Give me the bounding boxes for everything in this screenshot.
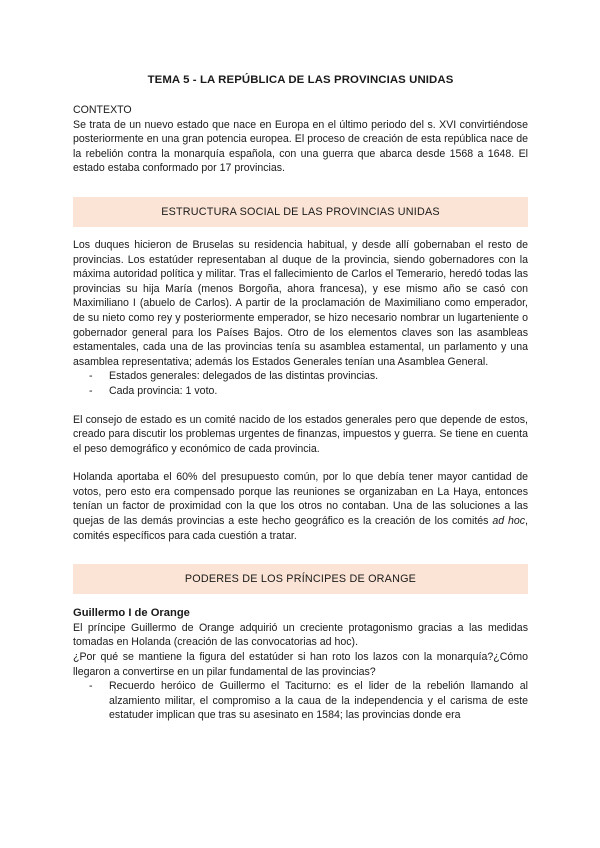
estructura-paragraph-1: Los duques hicieron de Bruselas su residencia habitual, y desde allí gobernaban el resto de provincias. Los estatúder representaban al duque de la provincia, siendo gobernadores con la máxima autoridad política y militar. Tras el fallecimiento de Carlos el Temerario, heredó todas las provincias su hija María (menos Borgoña, ahora francesa), y ese mismo año se casó con Maximiliano I (abuelo de Carlos). A partir de la proclamación de Maximiliano como emperador, de su nieto como rey y posteriormente emperador, se hizo necesario nombrar un lugarteniente o gobernador general para los Países Bajos. Otro de los elementos claves son las asambleas estamentales, cada una de las provincias tenía su asamblea estamental, un parlamento y una asamblea representativa; además los Estados Generales tenían una Asamblea General. xyxy=(73,238,528,368)
subheading-guillermo: Guillermo I de Orange xyxy=(73,607,190,620)
paragraph-text: , comités específicos para cada cuestión a tratar. xyxy=(73,515,528,542)
list-item-text: Estados generales: delegados de las distintas provincias. xyxy=(109,370,379,383)
context-paragraph: Se trata de un nuevo estado que nace en Europa en el último periodo del s. XVI convirtiéndose posteriormente en una gran potencia europea. El proceso de creación de esta república nace de la rebelión contra la monarquía española, con una guerra que abarca desde 1568 a 1648. El estado estaba conformado por 17 provincias. xyxy=(73,118,528,175)
estructura-paragraph-3 xyxy=(73,470,528,543)
section-heading-poderes: PODERES DE LOS PRÍNCIPES DE ORANGE xyxy=(73,564,528,594)
poderes-paragraph-1: El príncipe Guillermo de Orange adquirió un creciente protagonismo gracias a las medidas tomadas en Holanda (creación de las convocatorias ad hoc). xyxy=(73,621,528,649)
estructura-bullet-list xyxy=(73,369,528,398)
paragraph-text: Holanda aportaba el 60% del presupuesto común, por lo que debía tener mayor cantidad de votos, pero esto era compensado porque las reuniones se organizaban en La Haya, entonces tenían un factor de proximidad con la que los otros no contaban. Una de las soluciones a las quejas de las demás provincias a este hecho geográfico es la creación de los comités xyxy=(73,471,528,528)
context-section xyxy=(73,103,528,176)
estructura-section xyxy=(73,238,528,543)
poderes-section xyxy=(73,606,528,723)
dash-bullet: - xyxy=(89,370,93,383)
section-heading-estructura: ESTRUCTURA SOCIAL DE LAS PROVINCIAS UNIDAS xyxy=(73,197,528,227)
list-item xyxy=(89,369,528,384)
estructura-paragraph-2: El consejo de estado es un comité nacido de los estados generales pero que depende de estos, creado para discutir los problemas urgentes de finanzas, impuestos y guerra. Se tiene en cuenta el peso demográfico y económico de cada provincia. xyxy=(73,413,528,455)
list-item xyxy=(89,384,528,399)
context-label: CONTEXTO xyxy=(73,104,132,116)
poderes-paragraph-2: ¿Por qué se mantiene la figura del estatúder si han roto los lazos con la monarquía?¿Cómo llegaron a convertirse en un pilar fundamental de las provincias? xyxy=(73,651,528,678)
dash-bullet: - xyxy=(89,680,93,693)
dash-bullet: - xyxy=(89,384,93,397)
list-item-text: Cada provincia: 1 voto. xyxy=(109,384,218,397)
italic-term: ad hoc xyxy=(492,515,526,528)
poderes-bullet-list xyxy=(73,679,528,723)
list-item-text: Recuerdo heróico de Guillermo el Taciturno: es el lider de la rebelión llamando al alzamiento militar, el compromiso a la caua de la independencia y el carisma de este estatuder implican que tras su asesinato en 1584; las provincias donde era xyxy=(109,680,528,722)
document-title: TEMA 5 - LA REPÚBLICA DE LAS PROVINCIAS UNIDAS xyxy=(147,74,454,86)
list-item xyxy=(89,679,528,723)
